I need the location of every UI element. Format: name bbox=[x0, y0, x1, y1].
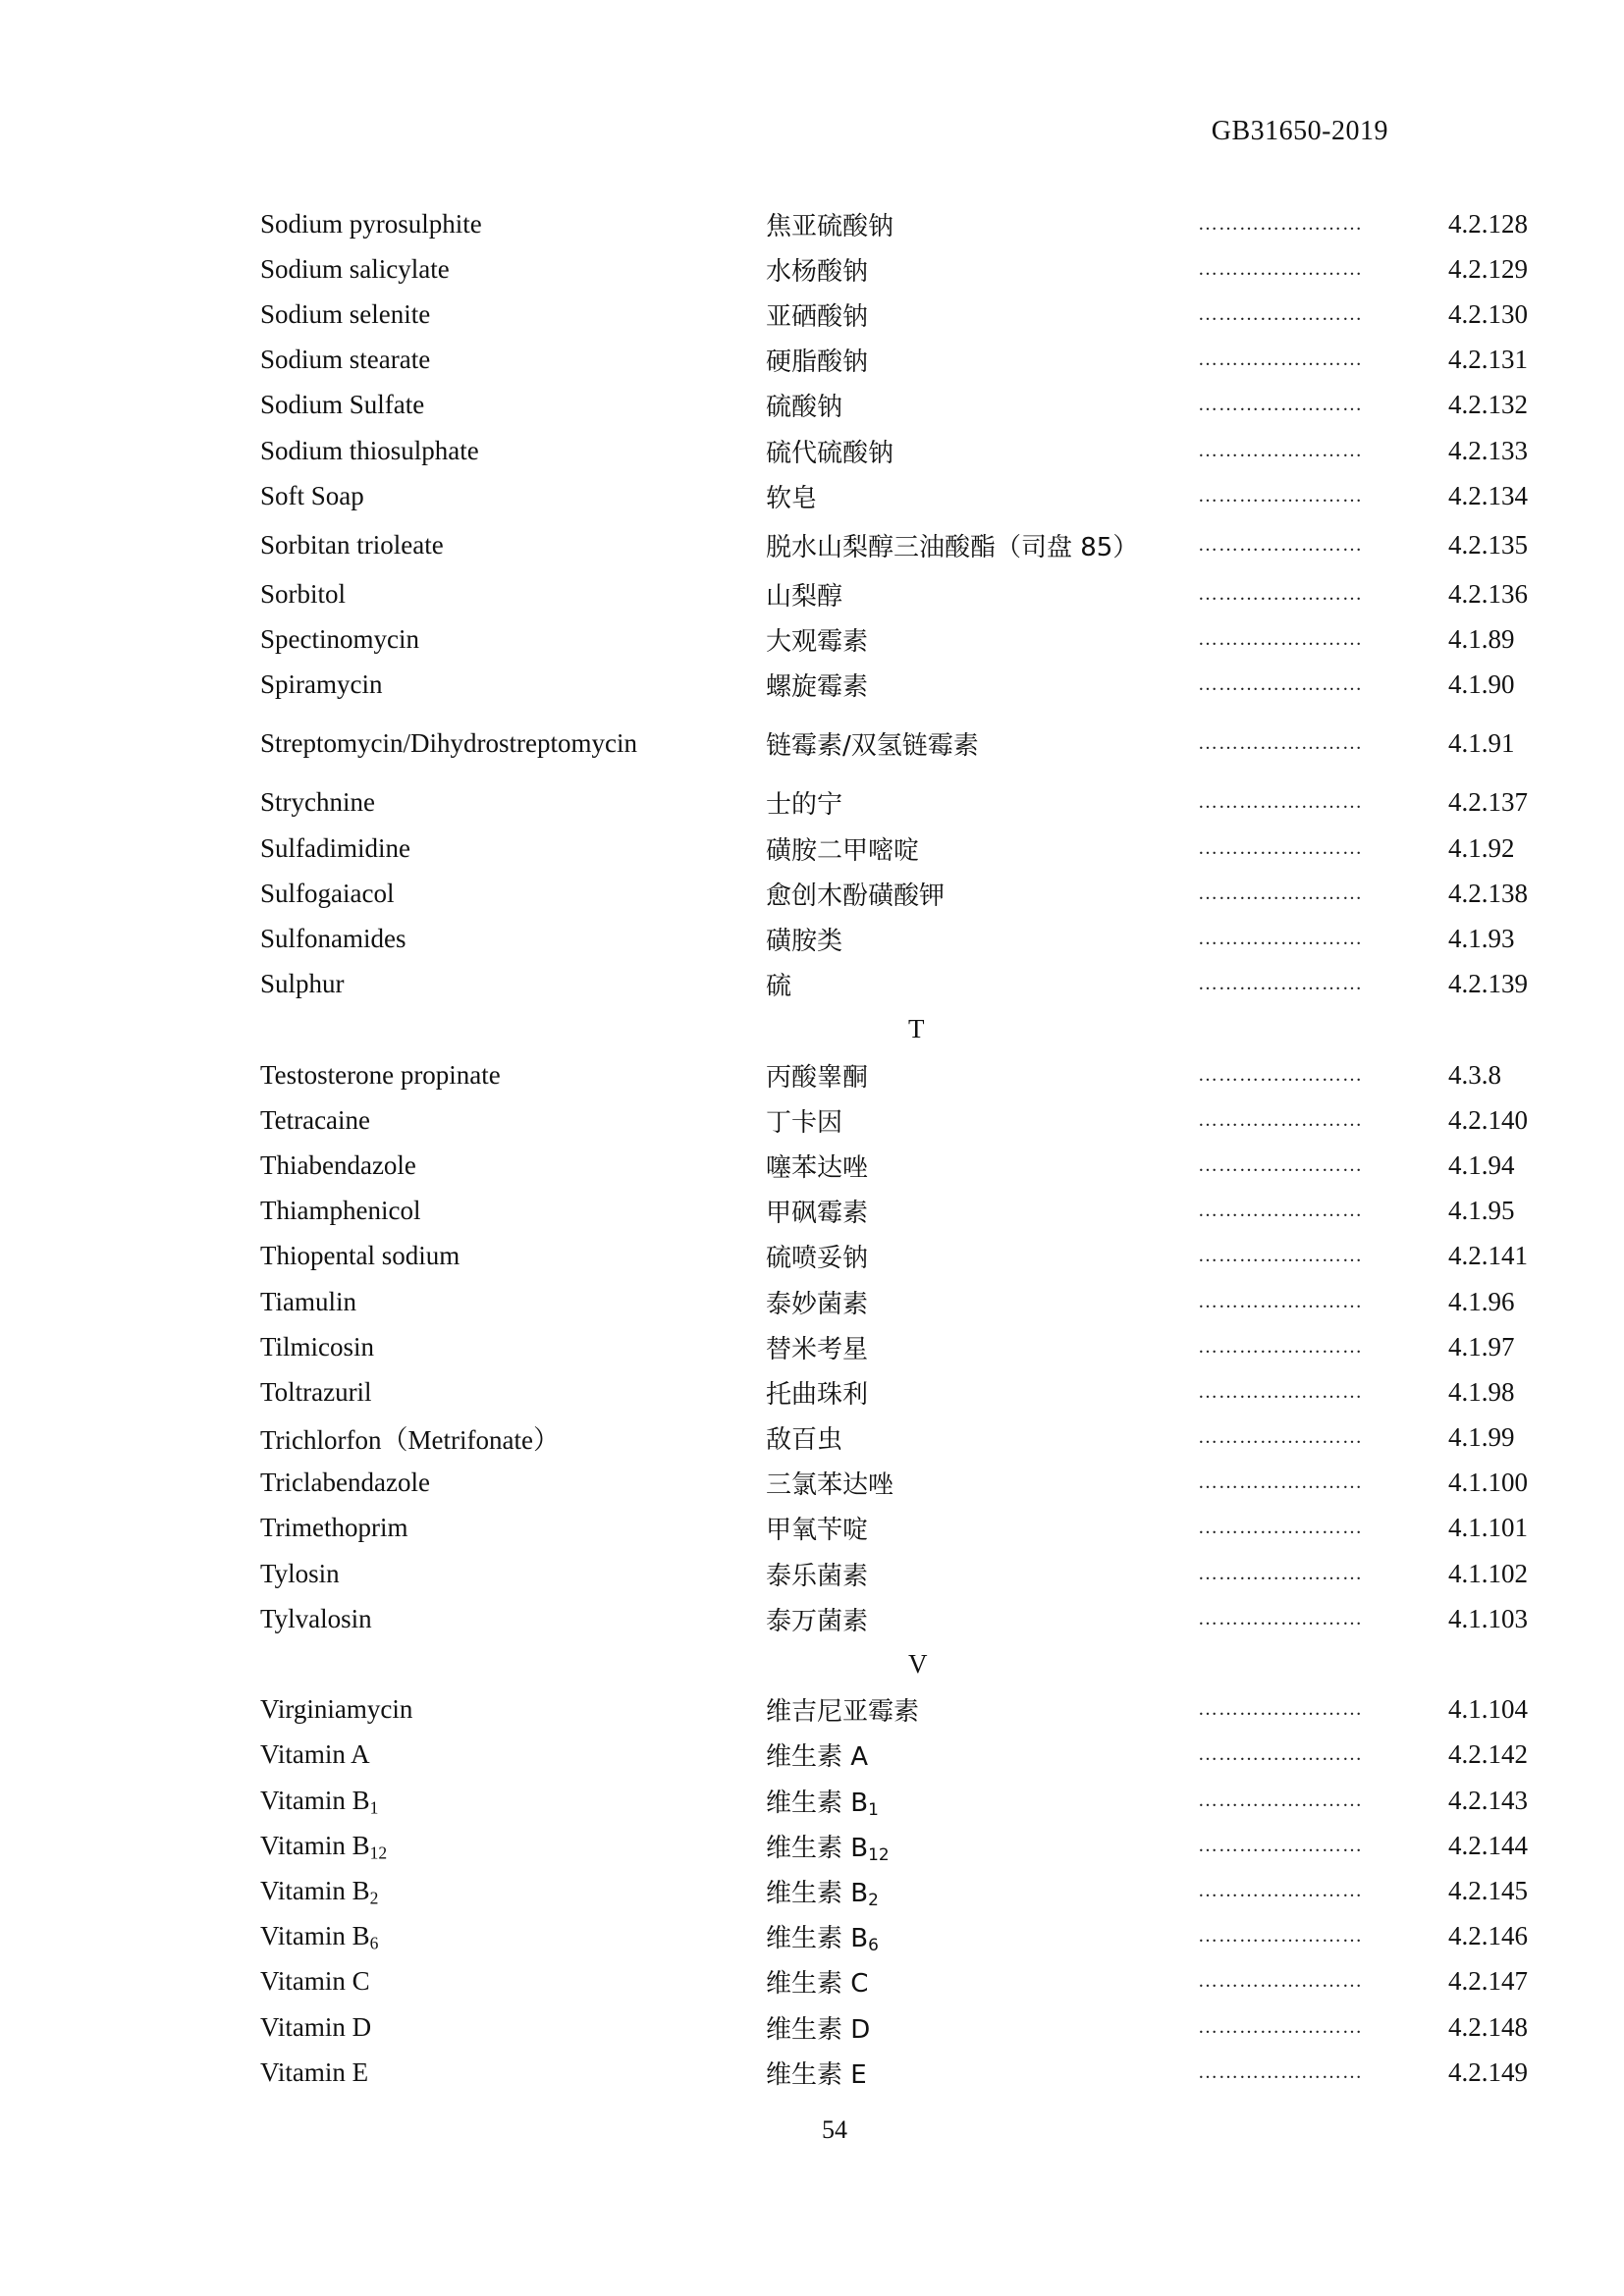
entry-chinese-name: 硫代硫酸钠 bbox=[766, 438, 894, 468]
entry-english-name: Thiopental sodium bbox=[260, 1241, 460, 1271]
entry-english-name: Sodium selenite bbox=[260, 298, 431, 329]
entry-chinese-name: 士的宁 bbox=[766, 790, 843, 821]
entry-english-name: Vitamin E bbox=[260, 2056, 369, 2087]
entry-section-ref: 4.2.148 bbox=[1448, 2011, 1528, 2042]
entry-section-ref: 4.2.144 bbox=[1448, 1830, 1528, 1860]
entry-section-ref: 4.1.104 bbox=[1448, 1694, 1528, 1725]
index-entry bbox=[260, 338, 1537, 383]
entry-section-ref: 4.2.128 bbox=[1448, 208, 1528, 239]
entry-leader-dots: …………………… bbox=[1198, 1335, 1363, 1358]
entry-section-ref: 4.1.92 bbox=[1448, 832, 1515, 863]
entry-leader-dots: …………………… bbox=[1198, 1970, 1363, 1993]
index-entry bbox=[260, 1052, 1537, 1097]
entry-chinese-name: 维生素 $B_{12}$ bbox=[766, 1833, 890, 1864]
entry-chinese-name: 泰万菌素 bbox=[766, 1606, 869, 1636]
index-entry bbox=[260, 518, 1537, 571]
entry-chinese-name: 托曲珠利 bbox=[766, 1379, 869, 1410]
entry-subscript: 2 bbox=[369, 1888, 379, 1908]
index-entry bbox=[260, 663, 1537, 708]
entry-leader-dots: …………………… bbox=[1198, 1834, 1363, 1856]
entry-leader-dots: …………………… bbox=[1198, 1925, 1363, 1948]
entry-chinese-name: 泰妙菌素 bbox=[766, 1289, 869, 1319]
entry-leader-dots: …………………… bbox=[1198, 1743, 1363, 1766]
page-number: 54 bbox=[822, 2115, 847, 2144]
entry-section-ref: 4.2.136 bbox=[1448, 578, 1528, 609]
entry-section-ref: 4.2.137 bbox=[1448, 787, 1528, 818]
entry-english-name: Vitamin $B_1$ bbox=[260, 1785, 379, 1817]
index-entry bbox=[260, 1733, 1537, 1778]
entry-english-name: Tylvalosin bbox=[260, 1603, 372, 1633]
entry-leader-dots: …………………… bbox=[1198, 791, 1363, 814]
entry-leader-dots: …………………… bbox=[1198, 302, 1363, 325]
entry-chinese-name: 维生素 $B_2$ bbox=[766, 1878, 879, 1910]
entry-english-name: Spiramycin bbox=[260, 669, 383, 700]
index-entry bbox=[260, 1959, 1537, 2004]
entry-subscript: 6 bbox=[369, 1933, 379, 1953]
entry-leader-dots: …………………… bbox=[1198, 582, 1363, 605]
entry-leader-dots: …………………… bbox=[1198, 1879, 1363, 1901]
entry-leader-dots: …………………… bbox=[1198, 484, 1363, 507]
index-entry bbox=[260, 2004, 1537, 2050]
entry-chinese-name: 甲氧苄啶 bbox=[766, 1516, 869, 1546]
entry-subscript: 12 bbox=[369, 1842, 388, 1863]
entry-section-ref: 4.2.140 bbox=[1448, 1104, 1528, 1135]
entry-english-name: Triclabendazole bbox=[260, 1468, 430, 1498]
index-entry bbox=[260, 1415, 1537, 1461]
entry-chinese-name: 软皂 bbox=[766, 483, 818, 513]
entry-english-name: Sodium Sulfate bbox=[260, 390, 425, 420]
entry-section-ref: 4.2.130 bbox=[1448, 298, 1528, 329]
entry-leader-dots: …………………… bbox=[1198, 1380, 1363, 1403]
index-entry bbox=[260, 1461, 1537, 1506]
entry-chinese-name: 大观霉素 bbox=[766, 627, 869, 658]
entry-chinese-name: 维生素 D bbox=[766, 2014, 871, 2045]
entry-chinese-name: 替米考星 bbox=[766, 1334, 869, 1364]
entry-section-ref: 4.2.131 bbox=[1448, 345, 1528, 375]
index-entry bbox=[260, 383, 1537, 428]
entry-section-ref: 4.1.99 bbox=[1448, 1422, 1515, 1453]
entry-section-ref: 4.2.134 bbox=[1448, 480, 1528, 510]
entry-chinese-name: 硫 bbox=[766, 972, 792, 1002]
entry-leader-dots: …………………… bbox=[1198, 257, 1363, 280]
entry-english-name: Vitamin $B_2$ bbox=[260, 1875, 379, 1908]
entry-english-name: Soft Soap bbox=[260, 480, 364, 510]
entry-leader-dots: …………………… bbox=[1198, 973, 1363, 995]
entry-english-name: Sodium stearate bbox=[260, 345, 431, 375]
entry-english-name: Tetracaine bbox=[260, 1104, 371, 1135]
entry-section-ref: 4.1.103 bbox=[1448, 1603, 1528, 1633]
entry-section-ref: 4.2.142 bbox=[1448, 1739, 1528, 1770]
entry-section-ref: 4.2.132 bbox=[1448, 390, 1528, 420]
entry-english-name: Streptomycin/Dihydrostreptomycin bbox=[260, 728, 637, 759]
entry-section-ref: 4.2.145 bbox=[1448, 1875, 1528, 1905]
entry-section-ref: 4.2.143 bbox=[1448, 1785, 1528, 1815]
entry-chinese-name: 丙酸睾酮 bbox=[766, 1062, 869, 1093]
entry-leader-dots: …………………… bbox=[1198, 628, 1363, 651]
entry-chinese-name: 亚硒酸钠 bbox=[766, 301, 869, 332]
entry-leader-dots: …………………… bbox=[1198, 732, 1363, 755]
entry-english-name: Sulfogaiacol bbox=[260, 878, 395, 908]
entry-leader-dots: …………………… bbox=[1198, 394, 1363, 416]
entry-section-ref: 4.1.101 bbox=[1448, 1513, 1528, 1543]
index-entry bbox=[260, 1189, 1537, 1234]
entry-leader-dots: …………………… bbox=[1198, 928, 1363, 950]
entry-chinese-name: 三氯苯达唑 bbox=[766, 1470, 894, 1501]
entry-leader-dots: …………………… bbox=[1198, 533, 1363, 556]
index-entry bbox=[260, 962, 1537, 1007]
entry-english-name: Thiamphenicol bbox=[260, 1196, 421, 1226]
entry-section-ref: 4.1.91 bbox=[1448, 728, 1515, 759]
index-entry bbox=[260, 1596, 1537, 1641]
entry-section-ref: 4.2.135 bbox=[1448, 529, 1528, 560]
entry-english-name: Tiamulin bbox=[260, 1286, 357, 1316]
entry-section-ref: 4.1.97 bbox=[1448, 1331, 1515, 1362]
entry-leader-dots: …………………… bbox=[1198, 881, 1363, 904]
entry-chinese-name: 噻苯达唑 bbox=[766, 1152, 869, 1183]
index-entry bbox=[260, 246, 1537, 292]
entry-subscript: 2 bbox=[868, 1890, 879, 1910]
entry-chinese-name: 硫酸钠 bbox=[766, 393, 843, 423]
index-list bbox=[260, 201, 1537, 2095]
entry-chinese-name: 维吉尼亚霉素 bbox=[766, 1697, 920, 1728]
section-letter: V bbox=[908, 1649, 928, 1680]
index-entry bbox=[260, 826, 1537, 871]
entry-section-ref: 4.2.141 bbox=[1448, 1241, 1528, 1271]
entry-english-name: Trimethoprim bbox=[260, 1513, 408, 1543]
entry-english-name: Spectinomycin bbox=[260, 624, 419, 655]
entry-english-name: Vitamin $B_6$ bbox=[260, 1921, 379, 1953]
entry-section-ref: 4.1.89 bbox=[1448, 624, 1515, 655]
entry-leader-dots: …………………… bbox=[1198, 212, 1363, 235]
entry-section-ref: 4.2.129 bbox=[1448, 253, 1528, 284]
index-entry bbox=[260, 1551, 1537, 1596]
entry-english-name: Toltrazuril bbox=[260, 1376, 372, 1407]
index-entry bbox=[260, 1279, 1537, 1324]
entry-english-name: Sorbitol bbox=[260, 578, 347, 609]
entry-chinese-name: 山梨醇 bbox=[766, 581, 843, 612]
entry-section-ref: 4.1.90 bbox=[1448, 669, 1515, 700]
entry-leader-dots: …………………… bbox=[1198, 836, 1363, 859]
entry-english-name: Tylosin bbox=[260, 1558, 340, 1588]
entry-chinese-name: 螺旋霉素 bbox=[766, 672, 869, 703]
entry-chinese-name: 维生素 E bbox=[766, 2059, 867, 2090]
entry-english-name: Sodium salicylate bbox=[260, 253, 450, 284]
entry-leader-dots: …………………… bbox=[1198, 2060, 1363, 2083]
index-entry bbox=[260, 1097, 1537, 1143]
entry-english-name: Sodium pyrosulphite bbox=[260, 208, 482, 239]
section-letter: T bbox=[908, 1014, 925, 1044]
entry-leader-dots: …………………… bbox=[1198, 1063, 1363, 1086]
index-entry bbox=[260, 1914, 1537, 1959]
entry-chinese-name: 焦亚硫酸钠 bbox=[766, 211, 894, 241]
index-entry bbox=[260, 571, 1537, 616]
entry-english-name: Thiabendazole bbox=[260, 1149, 416, 1180]
index-entry bbox=[260, 1687, 1537, 1733]
entry-chinese-name: 硬脂酸钠 bbox=[766, 347, 869, 378]
entry-chinese-name: 硫喷妥钠 bbox=[766, 1244, 869, 1274]
entry-chinese-name: 脱水山梨醇三油酸酯（司盘 85） bbox=[766, 532, 1139, 562]
index-entry bbox=[260, 1324, 1537, 1369]
entry-section-ref: 4.2.133 bbox=[1448, 435, 1528, 465]
entry-section-ref: 4.1.102 bbox=[1448, 1558, 1528, 1588]
entry-section-ref: 4.1.94 bbox=[1448, 1149, 1515, 1180]
entry-subscript: 12 bbox=[868, 1844, 890, 1864]
entry-chinese-name: 维生素 C bbox=[766, 1969, 869, 2000]
index-entry bbox=[260, 1234, 1537, 1279]
entry-english-name: Tilmicosin bbox=[260, 1331, 375, 1362]
entry-english-name: Sulphur bbox=[260, 969, 345, 999]
index-entry bbox=[260, 1506, 1537, 1551]
entry-leader-dots: …………………… bbox=[1198, 1517, 1363, 1539]
entry-english-name: Trichlorfon（Metrifonate） bbox=[260, 1425, 560, 1456]
entry-english-name: Vitamin $B_{12}$ bbox=[260, 1830, 388, 1863]
entry-leader-dots: …………………… bbox=[1198, 439, 1363, 461]
entry-leader-dots: …………………… bbox=[1198, 348, 1363, 371]
entry-english-name: Vitamin C bbox=[260, 1966, 370, 1997]
index-entry bbox=[260, 1143, 1537, 1188]
entry-section-ref: 4.1.93 bbox=[1448, 924, 1515, 954]
index-entry bbox=[260, 201, 1537, 246]
index-entry bbox=[260, 1778, 1537, 1823]
entry-leader-dots: …………………… bbox=[1198, 1698, 1363, 1721]
entry-section-ref: 4.2.149 bbox=[1448, 2056, 1528, 2087]
entry-section-ref: 4.3.8 bbox=[1448, 1059, 1501, 1090]
index-entry bbox=[260, 473, 1537, 518]
entry-chinese-name: 泰乐菌素 bbox=[766, 1561, 869, 1591]
entry-section-ref: 4.2.147 bbox=[1448, 1966, 1528, 1997]
entry-chinese-name: 愈创木酚磺酸钾 bbox=[766, 881, 946, 911]
entry-leader-dots: …………………… bbox=[1198, 1290, 1363, 1312]
entry-section-ref: 4.1.100 bbox=[1448, 1468, 1528, 1498]
index-entry bbox=[260, 1868, 1537, 1913]
entry-chinese-name: 维生素 $B_1$ bbox=[766, 1788, 879, 1819]
entry-english-name: Sulfonamides bbox=[260, 924, 406, 954]
entry-section-ref: 4.2.146 bbox=[1448, 1921, 1528, 1951]
entry-english-name: Strychnine bbox=[260, 787, 375, 818]
entry-chinese-name: 维生素 A bbox=[766, 1742, 869, 1773]
index-entry bbox=[260, 708, 1537, 780]
entry-chinese-name: 水杨酸钠 bbox=[766, 256, 869, 287]
index-entry bbox=[260, 916, 1537, 961]
entry-section-ref: 4.1.96 bbox=[1448, 1286, 1515, 1316]
entry-chinese-name: 磺胺二甲嘧啶 bbox=[766, 835, 920, 866]
entry-english-name: Vitamin A bbox=[260, 1739, 370, 1770]
entry-leader-dots: …………………… bbox=[1198, 1471, 1363, 1494]
index-entry bbox=[260, 1369, 1537, 1415]
index-entry bbox=[260, 780, 1537, 826]
entry-chinese-name: 甲砜霉素 bbox=[766, 1199, 869, 1229]
entry-leader-dots: …………………… bbox=[1198, 1789, 1363, 1811]
entry-english-name: Sulfadimidine bbox=[260, 832, 410, 863]
entry-leader-dots: …………………… bbox=[1198, 1607, 1363, 1629]
entry-english-name: Sorbitan trioleate bbox=[260, 529, 444, 560]
entry-leader-dots: …………………… bbox=[1198, 1245, 1363, 1267]
index-entry bbox=[260, 292, 1537, 337]
entry-english-name: Sodium thiosulphate bbox=[260, 435, 479, 465]
index-entry bbox=[260, 617, 1537, 663]
entry-chinese-name: 链霉素/双氢链霉素 bbox=[766, 731, 979, 762]
index-entry bbox=[260, 871, 1537, 916]
entry-section-ref: 4.1.98 bbox=[1448, 1376, 1515, 1407]
entry-leader-dots: …………………… bbox=[1198, 1426, 1363, 1449]
entry-chinese-name: 维生素 $B_6$ bbox=[766, 1924, 879, 1955]
index-entry bbox=[260, 2050, 1537, 2095]
entry-english-name: Vitamin D bbox=[260, 2011, 372, 2042]
entry-leader-dots: …………………… bbox=[1198, 1108, 1363, 1131]
entry-subscript: 6 bbox=[868, 1935, 879, 1955]
entry-chinese-name: 磺胺类 bbox=[766, 927, 843, 957]
entry-english-name: Virginiamycin bbox=[260, 1694, 413, 1725]
entry-chinese-name: 丁卡因 bbox=[766, 1107, 843, 1138]
entry-leader-dots: …………………… bbox=[1198, 1562, 1363, 1584]
entry-leader-dots: …………………… bbox=[1198, 673, 1363, 696]
entry-leader-dots: …………………… bbox=[1198, 1200, 1363, 1222]
entry-subscript: 1 bbox=[868, 1798, 879, 1819]
index-entry bbox=[260, 1823, 1537, 1868]
index-entry bbox=[260, 428, 1537, 473]
entry-section-ref: 4.1.95 bbox=[1448, 1196, 1515, 1226]
entry-leader-dots: …………………… bbox=[1198, 2015, 1363, 2038]
entry-english-name: Testosterone propinate bbox=[260, 1059, 501, 1090]
entry-subscript: 1 bbox=[369, 1796, 379, 1817]
entry-chinese-name: 敌百虫 bbox=[766, 1425, 843, 1456]
document-code: GB31650-2019 bbox=[1211, 116, 1388, 146]
entry-section-ref: 4.2.139 bbox=[1448, 969, 1528, 999]
entry-leader-dots: …………………… bbox=[1198, 1153, 1363, 1176]
entry-section-ref: 4.2.138 bbox=[1448, 878, 1528, 908]
